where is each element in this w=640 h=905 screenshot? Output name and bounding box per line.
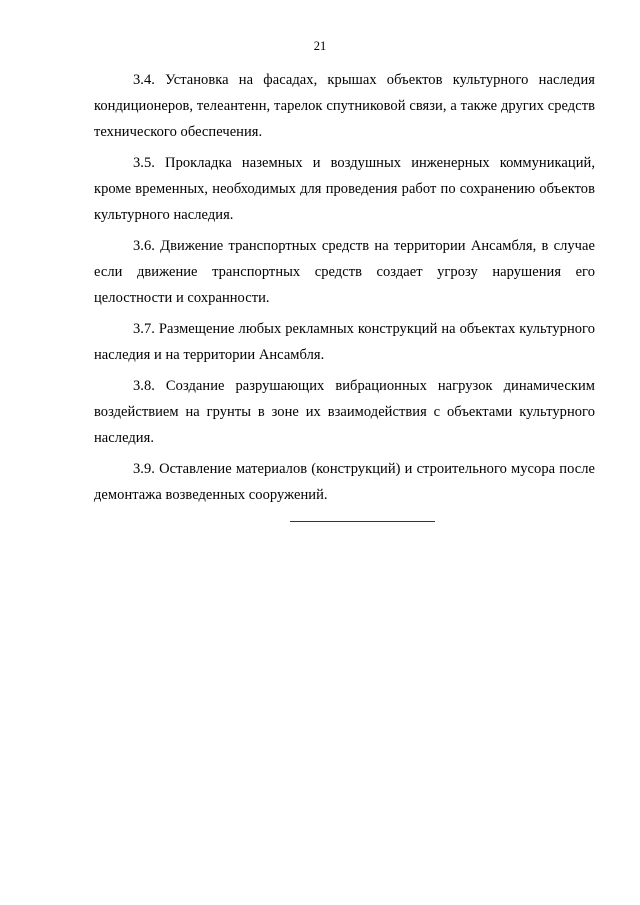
paragraph-3-4: 3.4. Установка на фасадах, крышах объектов культурного наследия кондиционеров, телеантенн, тарелок спутниковой связи, а также других средств технического обеспечения. [94, 72, 595, 140]
paragraph-3-8: 3.8. Создание разрушающих вибрационных нагрузок динамическим воздействием на грунты в зоне их взаимодействия с объектами культурного наследия. [94, 378, 595, 446]
paragraph-3-7: 3.7. Размещение любых рекламных конструкций на объектах культурного наследия и на территории Ансамбля. [94, 321, 595, 363]
paragraph-3-5: 3.5. Прокладка наземных и воздушных инженерных коммуникаций, кроме временных, необходимых для проведения работ по сохранению объектов культурного наследия. [94, 155, 595, 223]
paragraph-3-9: 3.9. Оставление материалов (конструкций) и строительного мусора после демонтажа возведенных сооружений. [94, 461, 595, 503]
document-body [94, 67, 595, 513]
page-number: 21 [313, 39, 327, 53]
end-separator-line [290, 521, 435, 522]
paragraph-3-6: 3.6. Движение транспортных средств на территории Ансамбля, в случае если движение транспортных средств создает угрозу нарушения его целостности и сохранности. [94, 238, 595, 306]
